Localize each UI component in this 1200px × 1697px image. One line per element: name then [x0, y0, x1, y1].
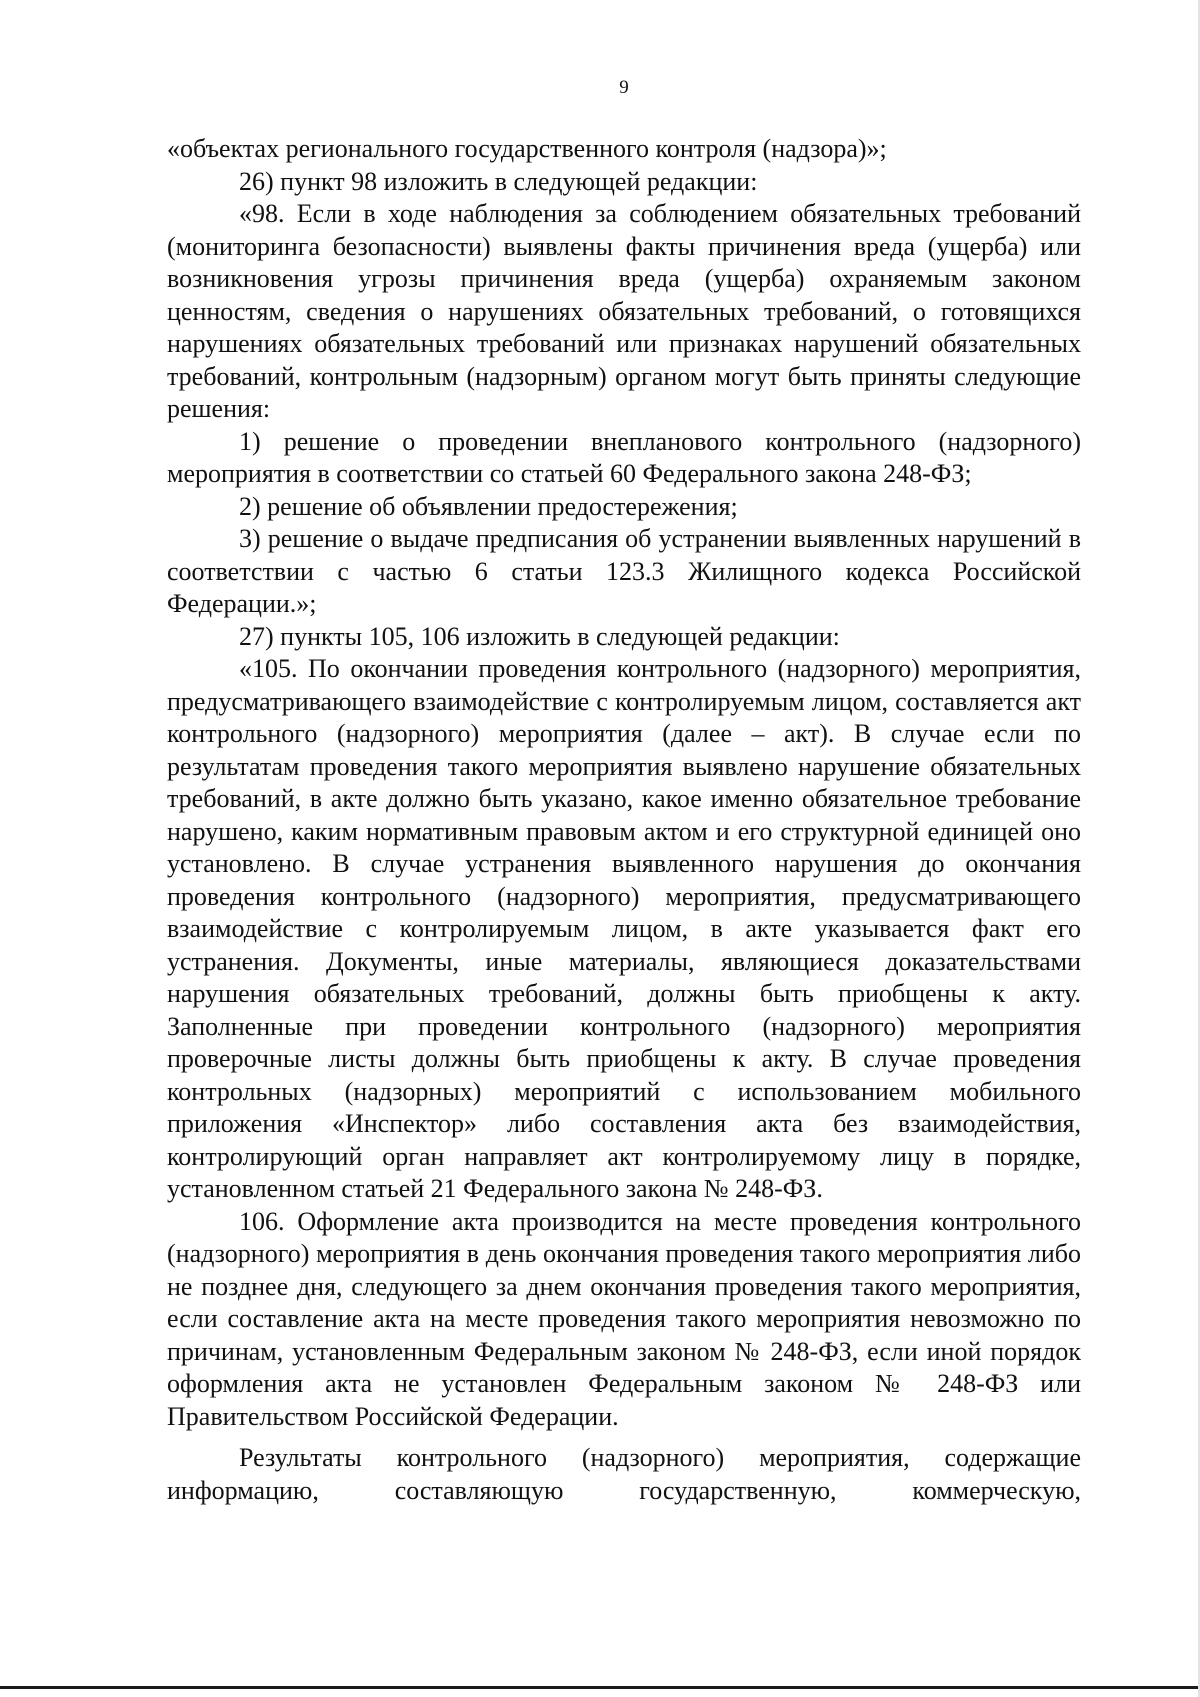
paragraph-continuation: «объектах регионального государственного контроля (надзора)»;	[167, 134, 887, 163]
paragraph-decision-1: 1) решение о проведении внепланового контрольного (надзорного) мероприятия в соответствии со статьей 60 Федерального закона 248-ФЗ;	[167, 426, 1081, 488]
paragraph-results: Результаты контрольного (надзорного) мероприятия, содержащие информацию, составляющую государственную, коммерческую,	[167, 1443, 1081, 1505]
paragraph-clause-106: 106. Оформление акта производится на месте проведения контрольного (надзорного) мероприятия в день окончания проведения такого мероприятия либо не позднее дня, следующего за днем окончания проведения такого мероприятия, если составление акта на месте проведения такого мероприятия невозможно по причинам, установленным Федеральным законом № 248-ФЗ, если иной порядок оформления акта не установлен Федеральным законом № 248-ФЗ или Правительством Российской Федерации.	[167, 1206, 1081, 1431]
bottom-rule	[0, 1686, 1200, 1689]
document-body	[167, 133, 1081, 1507]
paragraph-clause-98: «98. Если в ходе наблюдения за соблюдением обязательных требований (мониторинга безопасности) выявлены факты причинения вреда (ущерба) или возникновения угрозы причинения вреда (ущерба) охраняемым законом ценностям, сведения о нарушениях обязательных требований, о готовящихся нарушениях обязательных требований или признаках нарушений обязательных требований, контрольным (надзорным) органом могут быть приняты следующие решения:	[167, 199, 1081, 423]
page-number: 9	[619, 77, 629, 98]
paragraph-decision-2: 2) решение об объявлении предостережения;	[239, 491, 738, 521]
paragraph-clause-105: «105. По окончании проведения контрольного (надзорного) мероприятия, предусматривающего взаимодействие с контролируемым лицом, составляется акт контрольного (надзорного) мероприятия (далее – акт). В случае если по результатам проведения такого мероприятия выявлено нарушение обязательных требований, в акте должно быть указано, какое именно обязательное требование нарушено, каким нормативным правовым актом и его структурной единицей оно установлено. В случае устранения выявленного нарушения до окончания проведения контрольного (надзорного) мероприятия, предусматривающего взаимодействие с контролируемым лицом, в акте указывается факт его устранения. Документы, иные материалы, являющиеся доказательствами нарушения обязательных требований, должны быть приобщены к акту. Заполненные при проведении контрольного (надзорного) мероприятия проверочные листы должны быть приобщены к акту. В случае проведения контрольных (надзорных) мероприятий с использованием мобильного приложения «Инспектор» либо составления акта без взаимодействия, контролирующий орган направляет акт контролируемому лицу в порядке, установленном статьей 21 Федерального закона № 248-ФЗ.	[167, 654, 1081, 1203]
paragraph-item-27: 27) пункты 105, 106 изложить в следующей редакции:	[239, 621, 840, 651]
paragraph-decision-3: 3) решение о выдаче предписания об устранении выявленных нарушений в соответствии с частью 6 статьи 123.3 Жилищного кодекса Российской Федерации.»;	[167, 524, 1081, 618]
paragraph-item-26: 26) пункт 98 изложить в следующей редакции:	[239, 166, 758, 196]
